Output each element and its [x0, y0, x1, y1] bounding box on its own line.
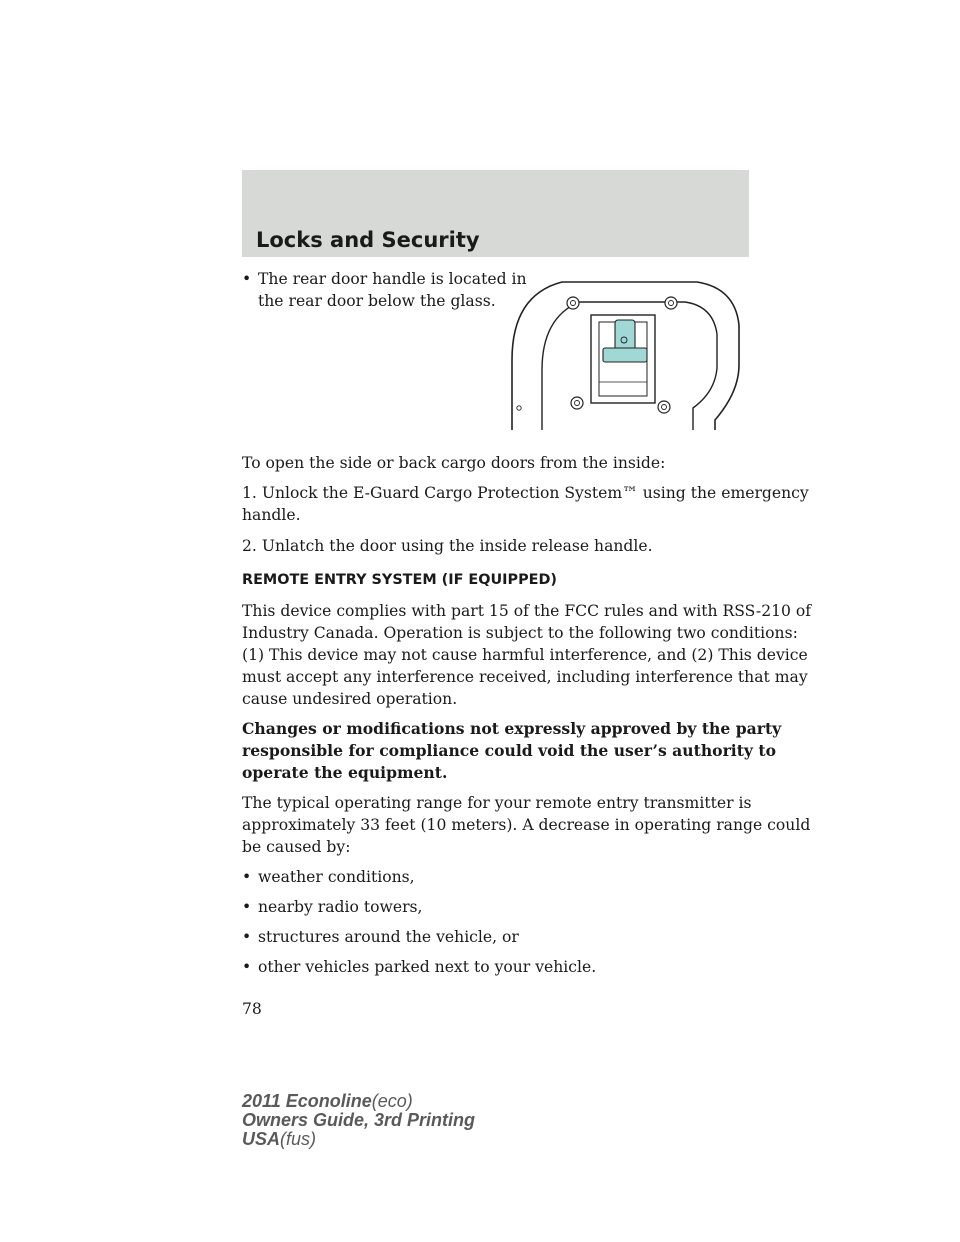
remote-entry-heading: REMOTE ENTRY SYSTEM (IF EQUIPPED) — [242, 572, 557, 588]
rear-door-handle-figure — [507, 270, 747, 440]
footer-model: 2011 Econoline — [242, 1091, 372, 1111]
fcc-line-5: cause undesired operation. — [242, 690, 458, 708]
rear-door-handle-illustration-icon — [507, 270, 747, 440]
open-doors-instruction: To open the side or back cargo doors from the inside: — [242, 454, 666, 472]
warning-line-1: Changes or modifications not expressly approved by the party — [242, 719, 782, 738]
footer-model-code: (eco) — [371, 1091, 413, 1111]
bullet-icon: • — [242, 928, 252, 946]
cause-other-vehicles: other vehicles parked next to your vehicle. — [258, 958, 597, 976]
range-line-3: be caused by: — [242, 838, 351, 856]
fcc-line-3: (1) This device may not cause harmful interference, and (2) This device — [242, 646, 808, 664]
page-number: 78 — [242, 1000, 262, 1018]
warning-line-2: responsible for compliance could void the user’s authority to — [242, 741, 777, 760]
bullet-icon: • — [242, 270, 252, 288]
footer-guide: Owners Guide, 3rd Printing — [242, 1110, 476, 1130]
step-2: 2. Unlatch the door using the inside release handle. — [242, 537, 653, 555]
document-footer — [242, 1092, 475, 1149]
section-title: Locks and Security — [256, 228, 480, 252]
intro-bullet-line1: The rear door handle is located in — [258, 270, 527, 288]
intro-bullet-line2: the rear door below the glass. — [258, 292, 496, 310]
bullet-icon: • — [242, 958, 252, 976]
fcc-line-1: This device complies with part 15 of the FCC rules and with RSS-210 of — [242, 602, 812, 620]
bullet-icon: • — [242, 868, 252, 886]
footer-market: USA — [242, 1129, 281, 1149]
fcc-line-2: Industry Canada. Operation is subject to the following two conditions: — [242, 624, 798, 642]
cause-radio-towers: nearby radio towers, — [258, 898, 423, 916]
cause-structures: structures around the vehicle, or — [258, 928, 519, 946]
footer-market-code: (fus) — [280, 1129, 317, 1149]
step-1-line1: 1. Unlock the E-Guard Cargo Protection System™ using the emergency — [242, 484, 809, 502]
step-1-line2: handle. — [242, 506, 301, 524]
fcc-line-4: must accept any interference received, including interference that may — [242, 668, 808, 686]
cause-weather: weather conditions, — [258, 868, 415, 886]
warning-line-3: operate the equipment. — [242, 763, 448, 782]
range-line-2: approximately 33 feet (10 meters). A decrease in operating range could — [242, 816, 811, 834]
bullet-icon: • — [242, 898, 252, 916]
range-line-1: The typical operating range for your remote entry transmitter is — [242, 794, 752, 812]
section-header-band — [242, 170, 749, 257]
